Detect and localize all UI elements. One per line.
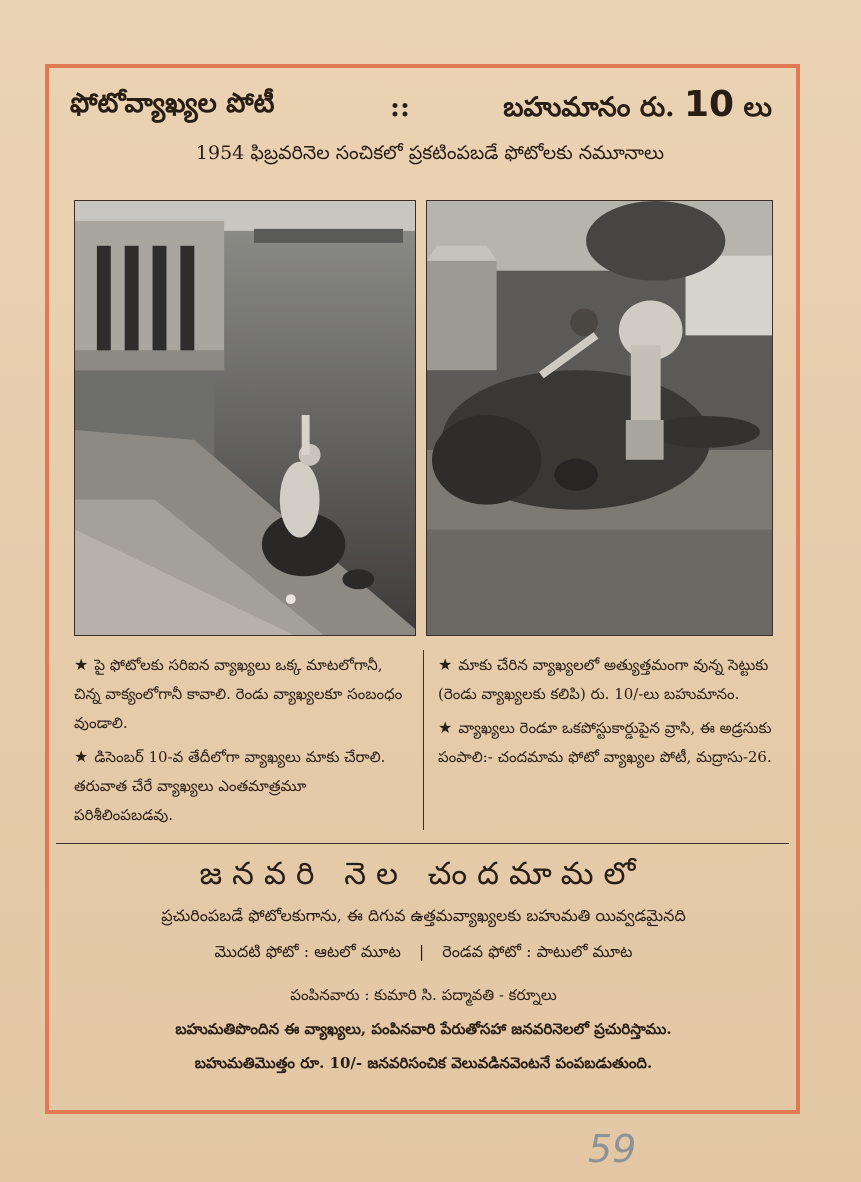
rule-item [438, 713, 774, 772]
rule-text: డిసెంబర్ 10-వ తేదీలోగా వ్యాఖ్యలు మాకు చేరాలి. తరువాత చేరే వ్యాఖ్యలు ఎంతమాత్రమూ పరిశీలింపబడవు. [74, 748, 386, 824]
publication-notice: బహుమతిపొందిన ఈ వ్యాఖ్యలు, పంపినవారి పేరుతోసహా జనవరినెలలో ప్రచురిస్తాము. [175, 1020, 672, 1038]
contest-rules [74, 650, 774, 830]
star-icon: ★ [74, 655, 89, 674]
first-photo-answer: మొదటి ఫోటో : ఆటలో మూట [214, 942, 401, 961]
results-prize-line: ప్రచురింపబడే ఫోటోలకుగాను, ఈ దిగువ ఉత్తమవ్యాఖ్యలకు బహుమతి యివ్వడమైనది [161, 906, 686, 925]
star-icon: ★ [74, 747, 89, 766]
second-photo-answer: రెండవ ఫోటో : పాటులో మూట [442, 942, 633, 961]
section-divider [56, 843, 789, 844]
rule-item [438, 650, 774, 709]
prize-suffix: లు [743, 92, 772, 123]
rules-right-column [424, 650, 774, 830]
rule-text: వ్యాఖ్యలు రెండూ ఒకపోస్టుకార్డుపైన వ్రాసి, ఈ అడ్రసుకు పంపాలి:- చందమామ ఫోటో వ్యాఖ్యల పోటీ, మద్రాసు-26. [438, 719, 772, 766]
star-icon: ★ [438, 718, 453, 737]
sample-photo-river-bathing [74, 200, 416, 636]
sample-photo-elephant-washing [426, 200, 773, 636]
winner-name: పంపినవారు : కుమారి సి. పద్మావతి - కర్నూలు [290, 986, 557, 1004]
prize-heading [430, 84, 780, 130]
contest-title: ఫోటోవ్యాఖ్యల పోటీ [70, 88, 275, 119]
contest-header [70, 84, 780, 130]
star-icon: ★ [438, 655, 453, 674]
winning-answers [66, 942, 781, 965]
rules-left-column [74, 650, 424, 830]
payment-notice: బహుమతిమొత్తం రూ. 10/- జనవరిసంచిక వెలువడినవెంటనే పంపబడుతుంది. [194, 1054, 653, 1072]
prize-amount: 10 [683, 84, 735, 125]
rule-item [74, 650, 409, 738]
page-number: 59 [588, 1127, 637, 1171]
sample-photos-caption: 1954 ఫిబ్రవరినెల సంచికలో ప్రకటింపబడే ఫోటోలకు నమూనాలు [195, 142, 665, 164]
header-separator: :: [390, 91, 410, 123]
results-title: జనవరి నెల చందమామలో [199, 856, 646, 892]
rule-item [74, 742, 409, 830]
rule-text: పై ఫోటోలకు సరిఐన వ్యాఖ్యలు ఒక్క మాటలోగానీ, చిన్న వాక్యంలోగానీ కావాలి. రెండు వ్యాఖ్యలకూ సంబంధం వుండాలి. [74, 656, 403, 732]
rule-text: మాకు చేరిన వ్యాఖ్యలలో అత్యుత్తమంగా వున్న సెట్టుకు (రెండు వ్యాఖ్యలకు కలిపి) రు. 10/-లు బహుమానం. [438, 656, 769, 703]
prize-prefix: బహుమానం రు. [503, 92, 675, 123]
answer-divider: | [418, 942, 425, 961]
